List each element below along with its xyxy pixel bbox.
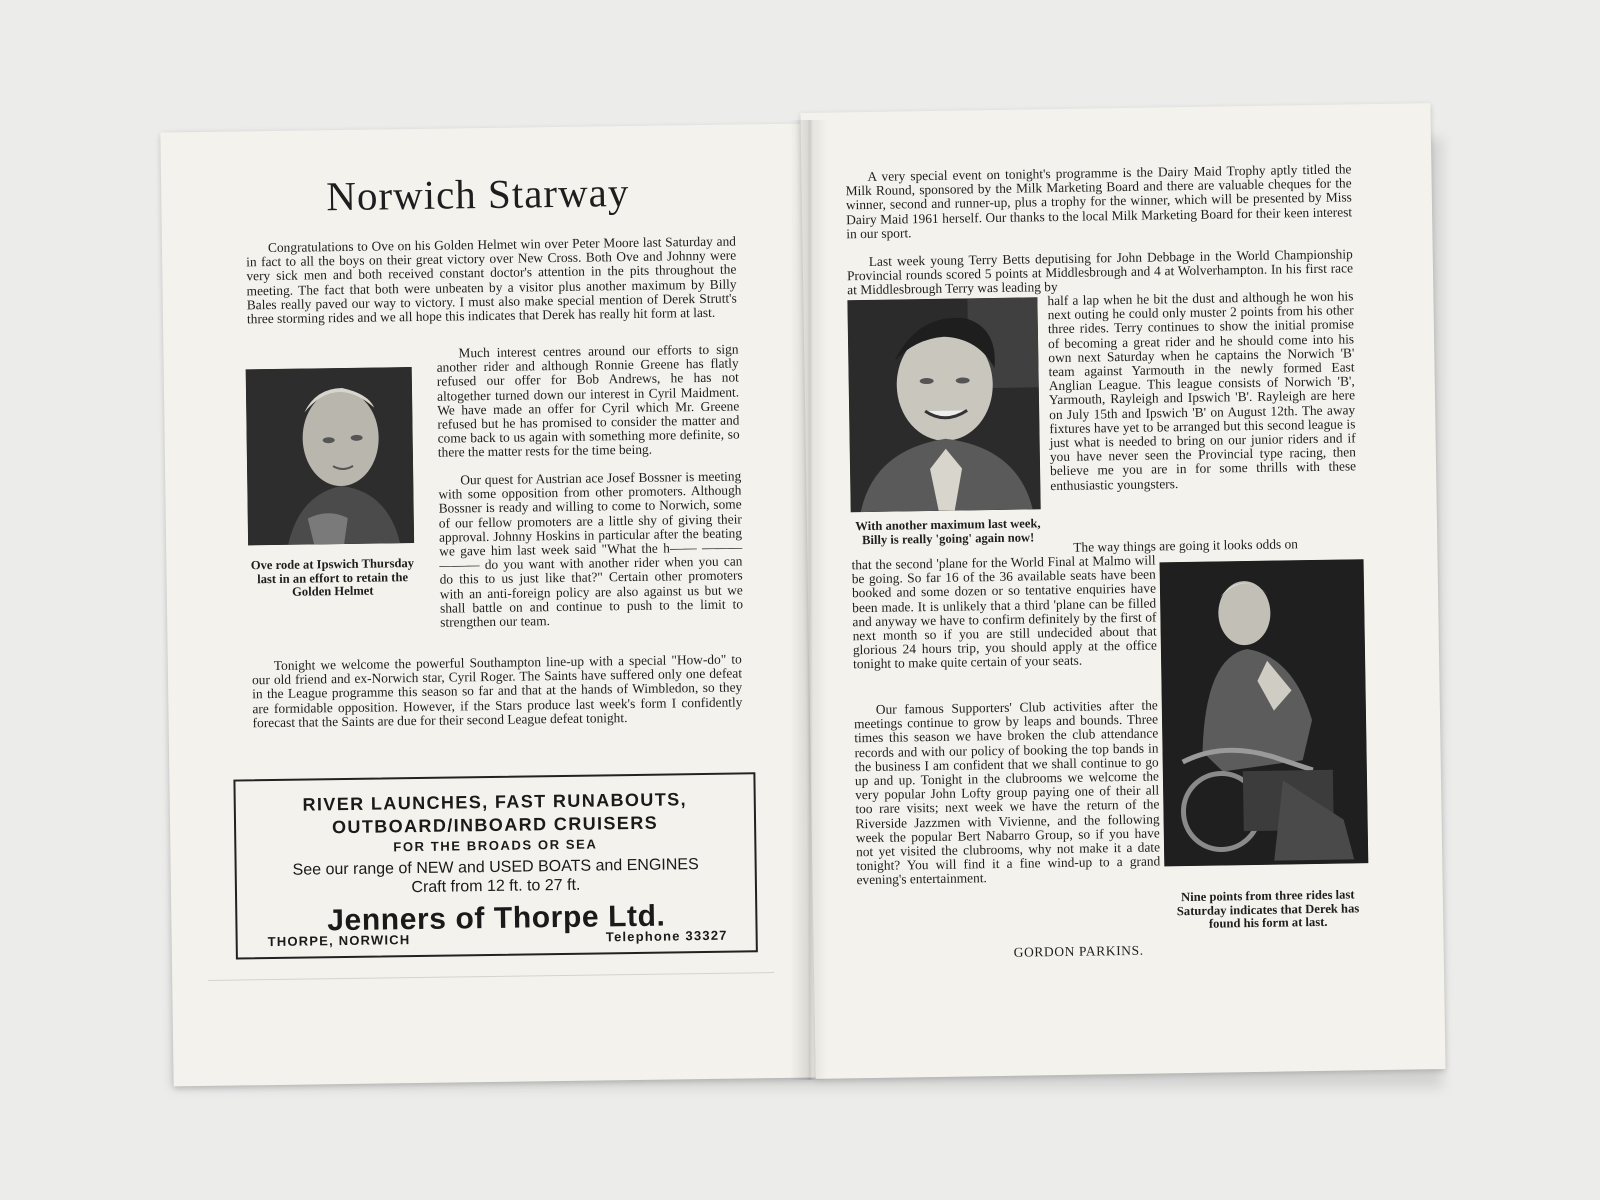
left-paragraph-3-text: Our quest for Austrian ace Josef Bossner is meeting with some opposition from other promoters. Although Bossner is ready and willing to come to Norwich, some of our fellow promoters are a little shy of giving their approval. Johnny Hoskins in particular after the beating we gave him last week said "What the h—— ——— ——— do you want with another rider when you can do this to us just like that?" Certain other promoters with an anti-foreign policy are also against us but we shall battle on and continue to push to the limit to strengthen our team. — [438, 468, 744, 630]
ad-telephone: Telephone 33327 — [605, 927, 728, 945]
right-paragraph-1 — [845, 162, 1352, 241]
page-title: Norwich Starway — [325, 168, 630, 220]
ove-photo-caption: Ove rode at Ipswich Thursday last in an effort to retain the Golden Helmet — [250, 556, 415, 599]
right-paragraph-3b-text: that the second 'plane for the World Final at Malmo will be going. So far 16 of the 36 available seats have been booked and some dozen or so tentative enquiries have been made. It is unlikely that a third 'plane can be filled and anyway we have to confirm definitely by the first of next month so if you are still undecided about that glorious 24 hours trip, you should apply at the office tonight to make quite certain of your seats. — [851, 552, 1157, 672]
ad-line-5: Craft from 12 ft. to 27 ft. — [411, 876, 581, 897]
ove-photo-image — [246, 367, 414, 545]
derek-photo-caption: Nine points from three rides last Saturday indicates that Derek has found his form at last. — [1176, 887, 1360, 931]
left-paragraph-1-text: Congratulations to Ove on his Golden Helmet win over Peter Moore last Saturday and in fact to all the boys on their great victory over New Cross. Both Ove and Johnny were very sick men and both received constant doctor's attention in the pits throughout the meeting. The fact that both were unbeaten by a visitor plus another maximum by Billy Bales really paved our way to victory. I must also make special mention of Derek Strutt's three storming rides and we all hope this indicates that Derek has really hit form at last. — [246, 233, 737, 327]
left-paragraph-4-text: Tonight we welcome the powerful Southampton line-up with a special "How-do" to our old friend and ex-Norwich star, Cyril Roger. The Saints have suffered only one defeat in the League programme this season so far and that at the hands of Wimbledon, so they are formidable opposition. However, if the Stars produce last week's form I confidently forecast that the Saints are due for their second League defeat tonight. — [251, 651, 743, 731]
right-paragraph-3b — [851, 553, 1157, 671]
ove-photo — [246, 367, 414, 545]
ad-address: THORPE, NORWICH — [267, 932, 411, 950]
ad-line-3: FOR THE BROADS OR SEA — [393, 836, 598, 855]
left-page — [160, 124, 815, 1087]
jenners-advertisement — [233, 772, 757, 959]
right-paragraph-2b-text: half a lap when he bit the dust and although he won his next outing he could only muster 2 points from his other three rides. Terry continues to show the initial promise of becoming a great rider and he should come into his own next Saturday when he captains the Norwich 'B' team against Yarmouth in the newly formed East Anglian League. This league consists of Norwich 'B', Yarmouth, Rayleigh and Ipswich 'B'. Rayleigh are here on July 15th and Ipswich 'B' on August 12th. The away fixtures have yet to be arranged but this second league is just what is needed to bring on our junior riders and if you have never seen the Provincial type racing, then believe me you are in for some thrills with these enthusiastic youngsters. — [1047, 288, 1357, 493]
left-paragraph-2 — [436, 342, 740, 460]
derek-photo — [1160, 559, 1369, 866]
ad-line-2: OUTBOARD/INBOARD CRUISERS — [331, 812, 659, 838]
left-paragraph-4 — [252, 652, 743, 730]
right-paragraph-1-text: A very special event on tonight's programme is the Dairy Maid Trophy aptly titled the Milk Round, sponsored by the Milk Marketing Board and there are valuable cheques for the winner, second and runner-up, plus a trophy for the winner, which will be presented by Miss Dairy Maid 1961 herself. Our thanks to the local Milk Marketing Board for their keen interest in our sport. — [845, 161, 1353, 242]
page-bottom-rule — [208, 972, 774, 981]
right-paragraph-4-text: Our famous Supporters' Club activities after the meetings continue to grow by leaps and bounds. Three times this season we have broken the club attendance records and with our policy of booking the top bands in the business I am confident that we shall continue to go up and up. Tonight in the clubrooms we welcome the very popular John Lofty group paying one of their all too rare visits; next week we have the return of the Riverside Jazzmen with Vivienne, and the following week the popular Bert Nabarro Group, so if you have not yet visited the clubrooms, why not make it a date tonight? You will find it a fine wind-up to a grand evening's entertainment. — [853, 697, 1161, 888]
right-paragraph-3a-text: The way things are going it looks odds on — [1073, 536, 1299, 555]
ad-line-1: RIVER LAUNCHES, FAST RUNABOUTS, — [302, 789, 688, 815]
right-paragraph-2a-text: Last week young Terry Betts deputising for John Debbage in the World Championship Provincial rounds scored 5 points at Middlesbrough and 4 at Wolverhampton. In his first race at Middlesbrough Terry was leading by — [846, 246, 1354, 298]
left-paragraph-2-text: Much interest centres around our efforts to sign another rider and although Ronnie Greene has flatly refused our offer for Bob Andrews, he has not altogether turned down our interest in Cyril Maidment. We have made an offer for Cyril which Mr. Greene refused but he has promised to consider the matter and come back to us again with something more definite, so there the matter rests for the time being. — [436, 341, 740, 461]
ad-company-name: Jenners of Thorpe Ltd. — [327, 899, 666, 938]
billy-photo-caption: With another maximum last week, Billy is really 'going' again now! — [855, 516, 1041, 547]
signature: GORDON PARKINS. — [1013, 942, 1144, 960]
right-page — [800, 103, 1445, 1079]
billy-photo-image — [847, 297, 1040, 512]
left-paragraph-1 — [246, 235, 737, 327]
right-paragraph-4 — [854, 698, 1161, 887]
derek-photo-image — [1160, 559, 1369, 866]
billy-photo — [847, 297, 1040, 512]
ad-line-4: See our range of NEW and USED BOATS and ENGINES — [292, 856, 699, 879]
right-paragraph-2b — [1047, 289, 1356, 493]
